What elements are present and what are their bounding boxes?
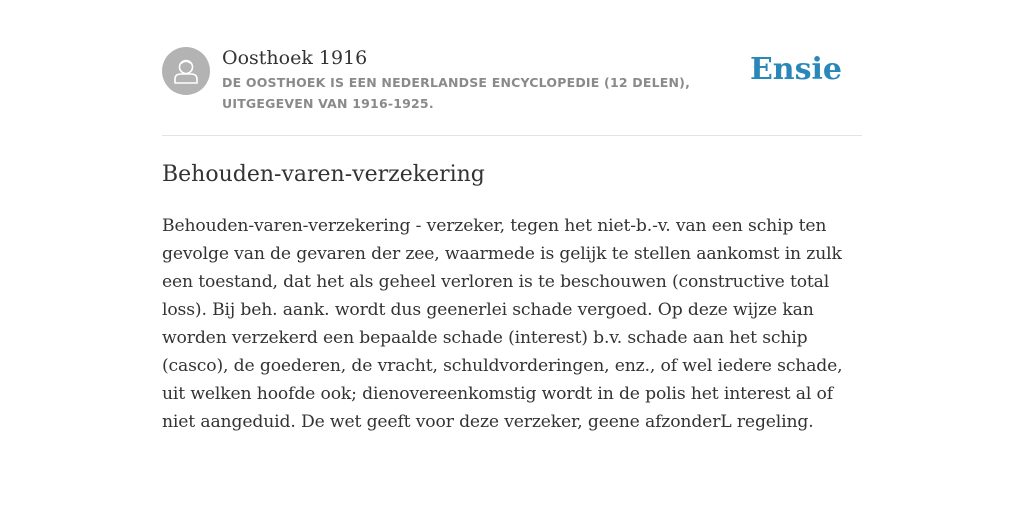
source-name[interactable]: Oosthoek 1916 <box>222 47 368 69</box>
entry-body: Behouden-varen-verzekering - verzeker, tegen het niet-b.-v. van een schip ten gevolge van de gevaren der zee, waarmede is gelijk te stellen aankomst in zulk een toestand, dat het als geheel verloren is te beschouwen (constructive total loss). Bij beh. aank. wordt dus geenerlei schade vergoed. Op deze wijze kan worden verzekerd een bepaalde schade (interest) b.v. schade aan het schip (casco), de goederen, de vracht, schuldvorderingen, enz., of wel iedere schade, uit welken hoofde ook; dienovereenkomstig wordt in de polis het interest al of niet aangeduid. De wet geeft voor deze verzeker, geene afzonderL regeling. <box>162 216 843 432</box>
source-header <box>162 46 862 116</box>
ensie-logo-link[interactable]: Ensie <box>749 52 842 87</box>
divider <box>162 135 862 136</box>
entry-title: Behouden-varen-verzekering <box>162 162 485 187</box>
user-silhouette-icon <box>162 47 210 95</box>
source-description: DE OOSTHOEK IS EEN NEDERLANDSE ENCYCLOPEDIE (12 DELEN), UITGEGEVEN VAN 1916-1925. <box>222 75 691 111</box>
